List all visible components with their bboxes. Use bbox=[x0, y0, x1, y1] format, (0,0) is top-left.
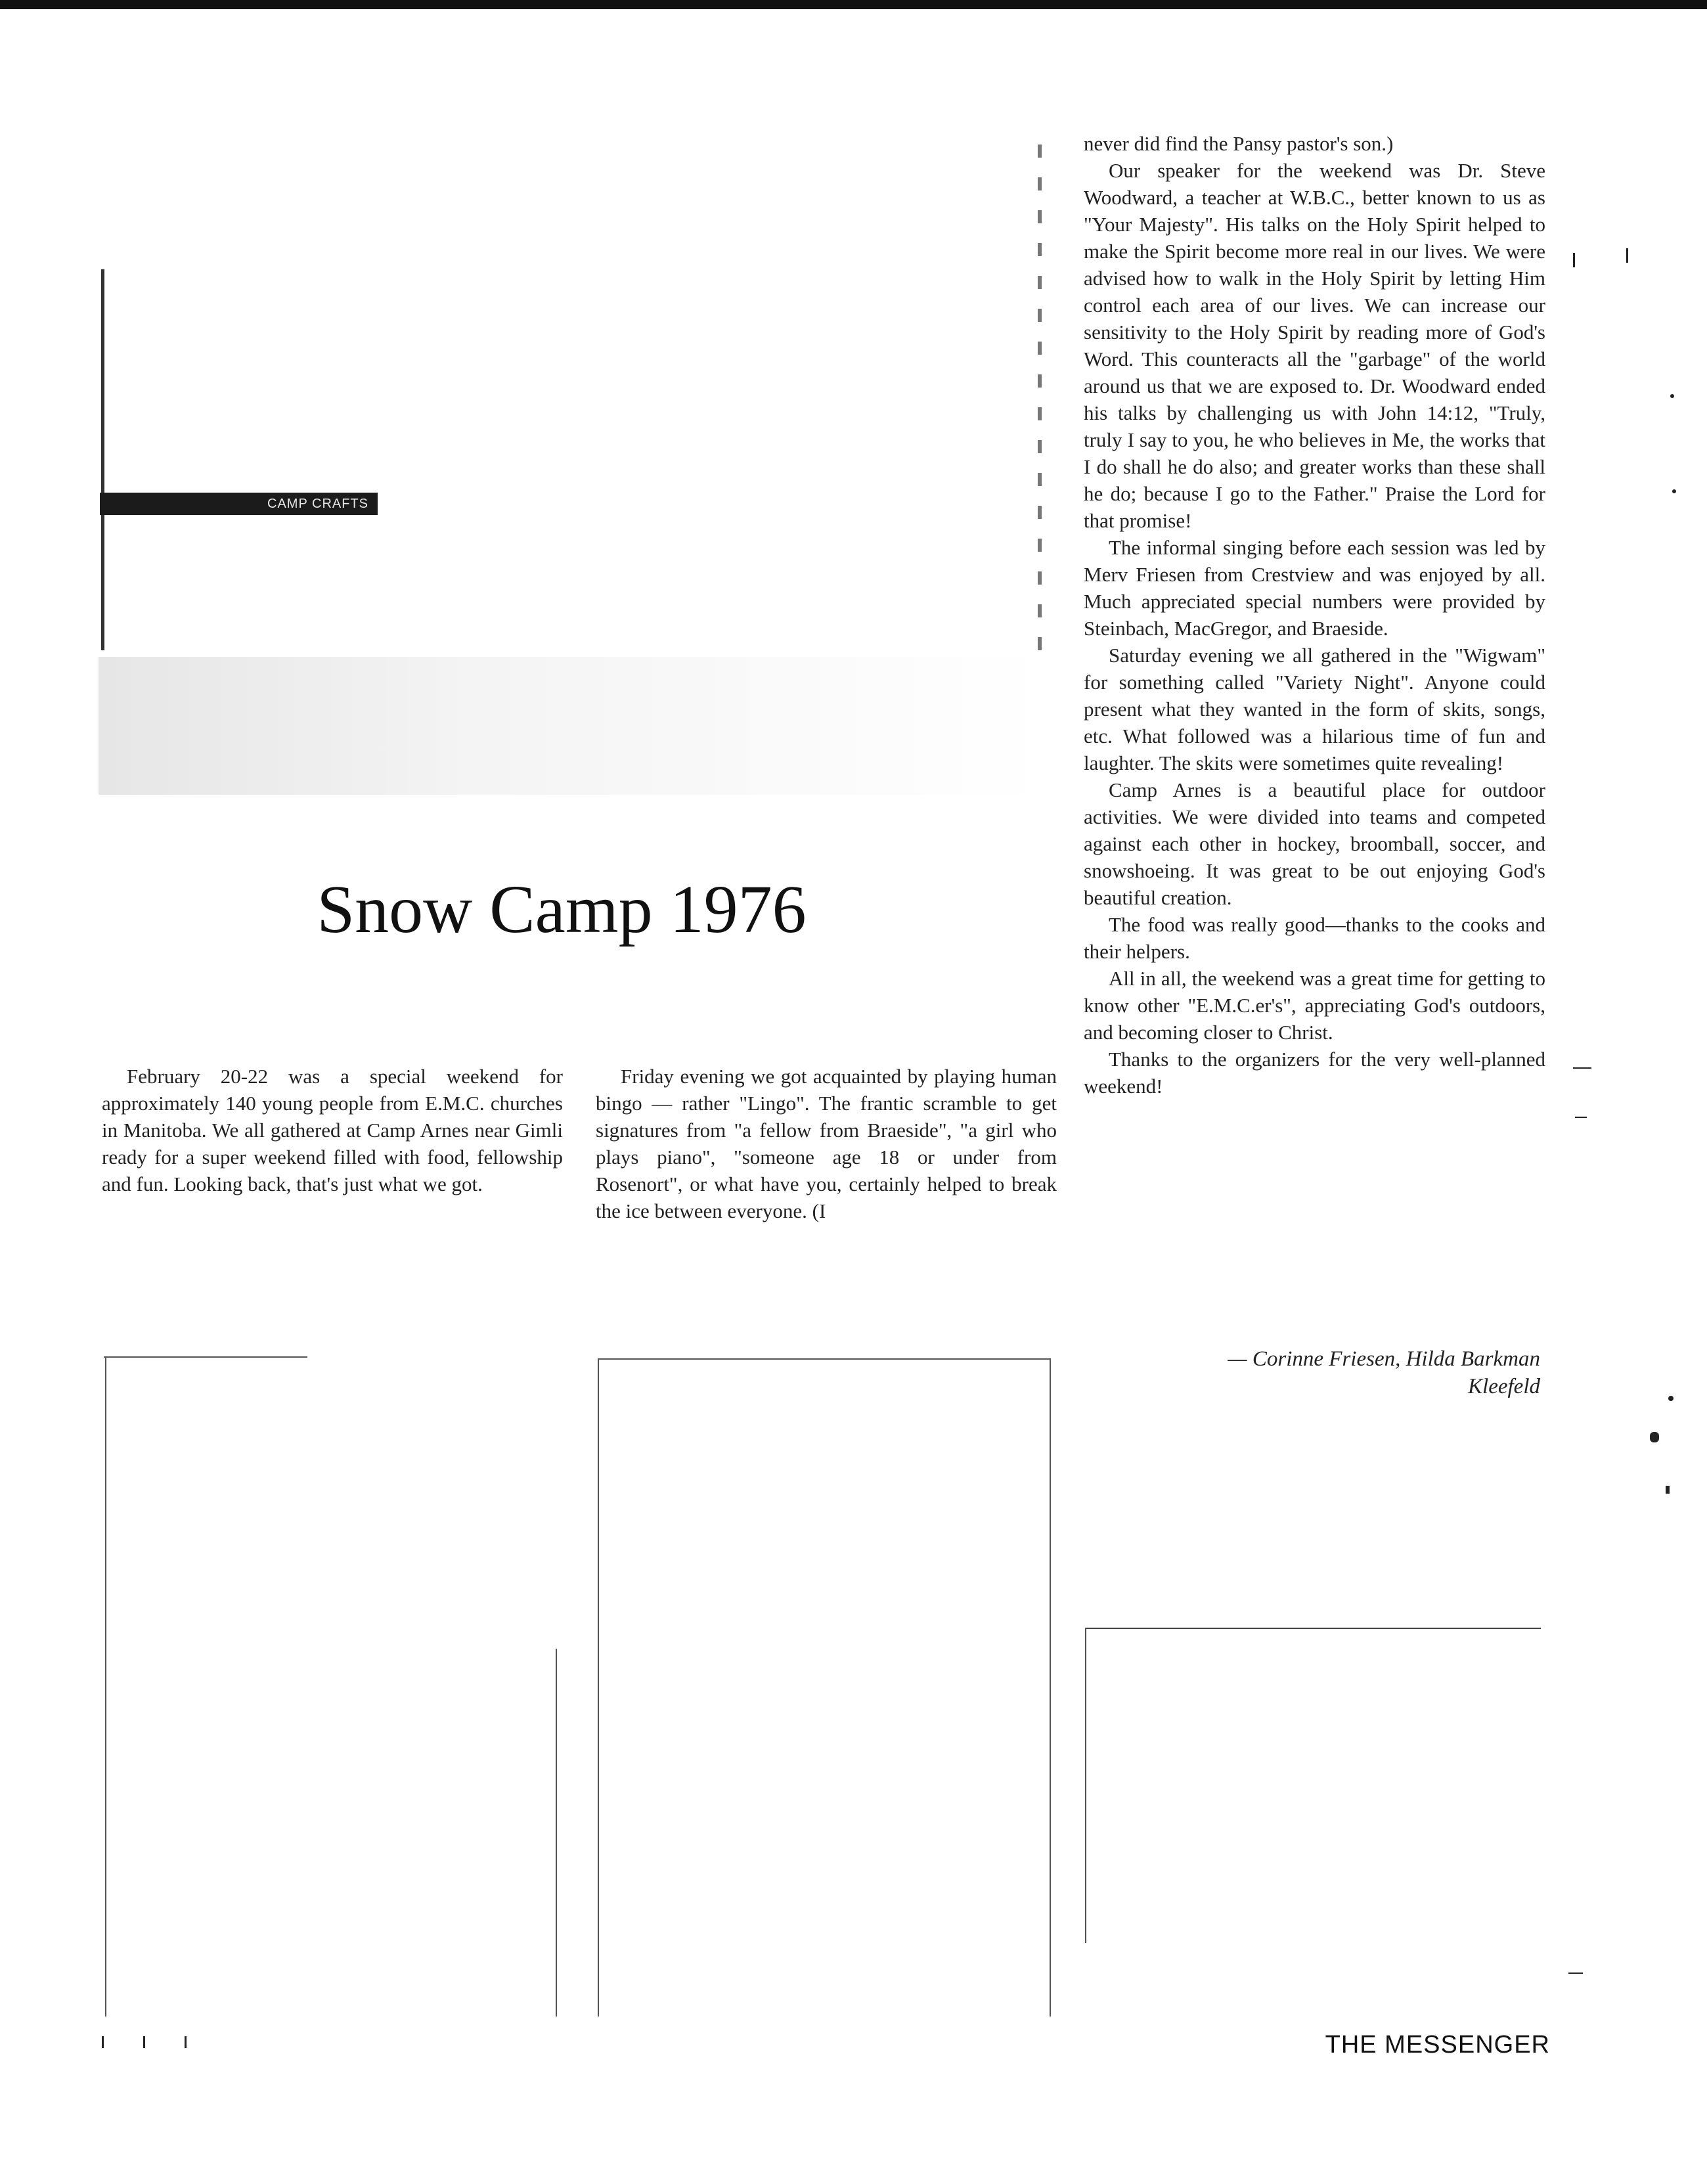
scan-mark bbox=[1568, 1972, 1583, 1974]
scan-mark bbox=[1650, 1432, 1659, 1442]
scan-mark bbox=[1626, 248, 1628, 263]
scan-mark bbox=[1670, 394, 1674, 398]
paragraph: Camp Arnes is a beautiful place for outdoor activities. We were divided into teams and competed against each other in hockey, broomball, soccer, and snowshoeing. It was great to be out enjoying God's beautiful creation. bbox=[1084, 778, 1545, 909]
article-column-2 bbox=[596, 1063, 1057, 1224]
paragraph: never did find the Pansy pastor's son.) bbox=[1084, 132, 1394, 155]
article-title: Snow Camp 1976 bbox=[317, 872, 807, 947]
photo-frame-right-side bbox=[1085, 1628, 1086, 1943]
photo-faded-area bbox=[99, 657, 1044, 795]
photo-frame-left-side bbox=[105, 1356, 106, 2017]
page-number-faded bbox=[102, 2036, 233, 2048]
photo-right-edge bbox=[1038, 145, 1042, 670]
paragraph: February 20-22 was a special weekend for approximately 140 young people from E.M.C. churches in Manitoba. We all gathered at Camp Arnes near Gimli ready for a super weekend filled with food, fellowship and fun. Looking back, that's just what we got. bbox=[102, 1065, 563, 1195]
paragraph: The informal singing before each session was led by Merv Friesen from Crestview and was enjoyed by all. Much appreciated special numbers were provided by Steinbach, MacGregor, and Braeside. bbox=[1084, 536, 1545, 640]
publication-name: THE MESSENGER bbox=[1325, 2031, 1550, 2059]
article-column-1 bbox=[102, 1063, 563, 1197]
paragraph: Our speaker for the weekend was Dr. Steve Woodward, a teacher at W.B.C., better known to us as "Your Majesty". His talks on the Holy Spirit helped to make the Spirit become more real in our lives. We were advised how to walk in the Holy Spirit by letting Him control each area of our lives. We can increase our sensitivity to the Holy Spirit by reading more of God's Word. This counteracts all the "garbage" of the world around us that we are exposed to. Dr. Woodward ended his talks by challenging us with John 14:12, "Truly, truly I say to you, he who believes in Me, the works that I do shall he do also; and greater works than these shall he do; because I go to the Father." Praise the Lord for that promise! bbox=[1084, 159, 1545, 532]
photo-caption: CAMP CRAFTS bbox=[100, 493, 378, 515]
photo-frame-right-top bbox=[1085, 1628, 1541, 1629]
photo-frame-middle bbox=[598, 1358, 1051, 2017]
scan-mark bbox=[1573, 253, 1575, 267]
photo-frame-left-top bbox=[104, 1356, 307, 1358]
byline-place: Kleefeld bbox=[1468, 1375, 1540, 1398]
camp-crafts-photo bbox=[99, 131, 1044, 657]
scan-mark bbox=[1575, 1117, 1587, 1118]
paragraph: All in all, the weekend was a great time for getting to know other "E.M.C.er's", appreciating God's outdoors, and becoming closer to Christ. bbox=[1084, 967, 1545, 1044]
paragraph: Saturday evening we all gathered in the "Wigwam" for something called "Variety Night". Anyone could present what they wanted in the form of skits, songs, etc. What followed was a hilarious time of fun and laughter. The skits were sometimes quite revealing! bbox=[1084, 644, 1545, 774]
byline-authors: — Corinne Friesen, Hilda Barkman bbox=[1228, 1347, 1540, 1371]
paragraph: Friday evening we got acquainted by playing human bingo — rather "Lingo". The frantic scramble to get signatures from "a fellow from Braeside", "a girl who plays piano", "someone age 18 or under from Rosenort", or what have you, certainly helped to break the ice between everyone. (I bbox=[596, 1065, 1057, 1222]
scan-mark bbox=[1672, 489, 1676, 493]
paragraph: The food was really good—thanks to the cooks and their helpers. bbox=[1084, 913, 1545, 963]
paragraph: Thanks to the organizers for the very well-planned weekend! bbox=[1084, 1048, 1545, 1098]
scan-mark bbox=[1668, 1396, 1674, 1401]
photo-frame-left-inner bbox=[556, 1649, 557, 2017]
scan-mark bbox=[1573, 1067, 1591, 1069]
scan-mark bbox=[1666, 1486, 1670, 1494]
scan-top-border bbox=[0, 0, 1707, 9]
article-byline bbox=[1084, 1345, 1540, 1400]
article-column-3 bbox=[1084, 130, 1545, 1100]
photo-left-edge bbox=[101, 269, 104, 650]
